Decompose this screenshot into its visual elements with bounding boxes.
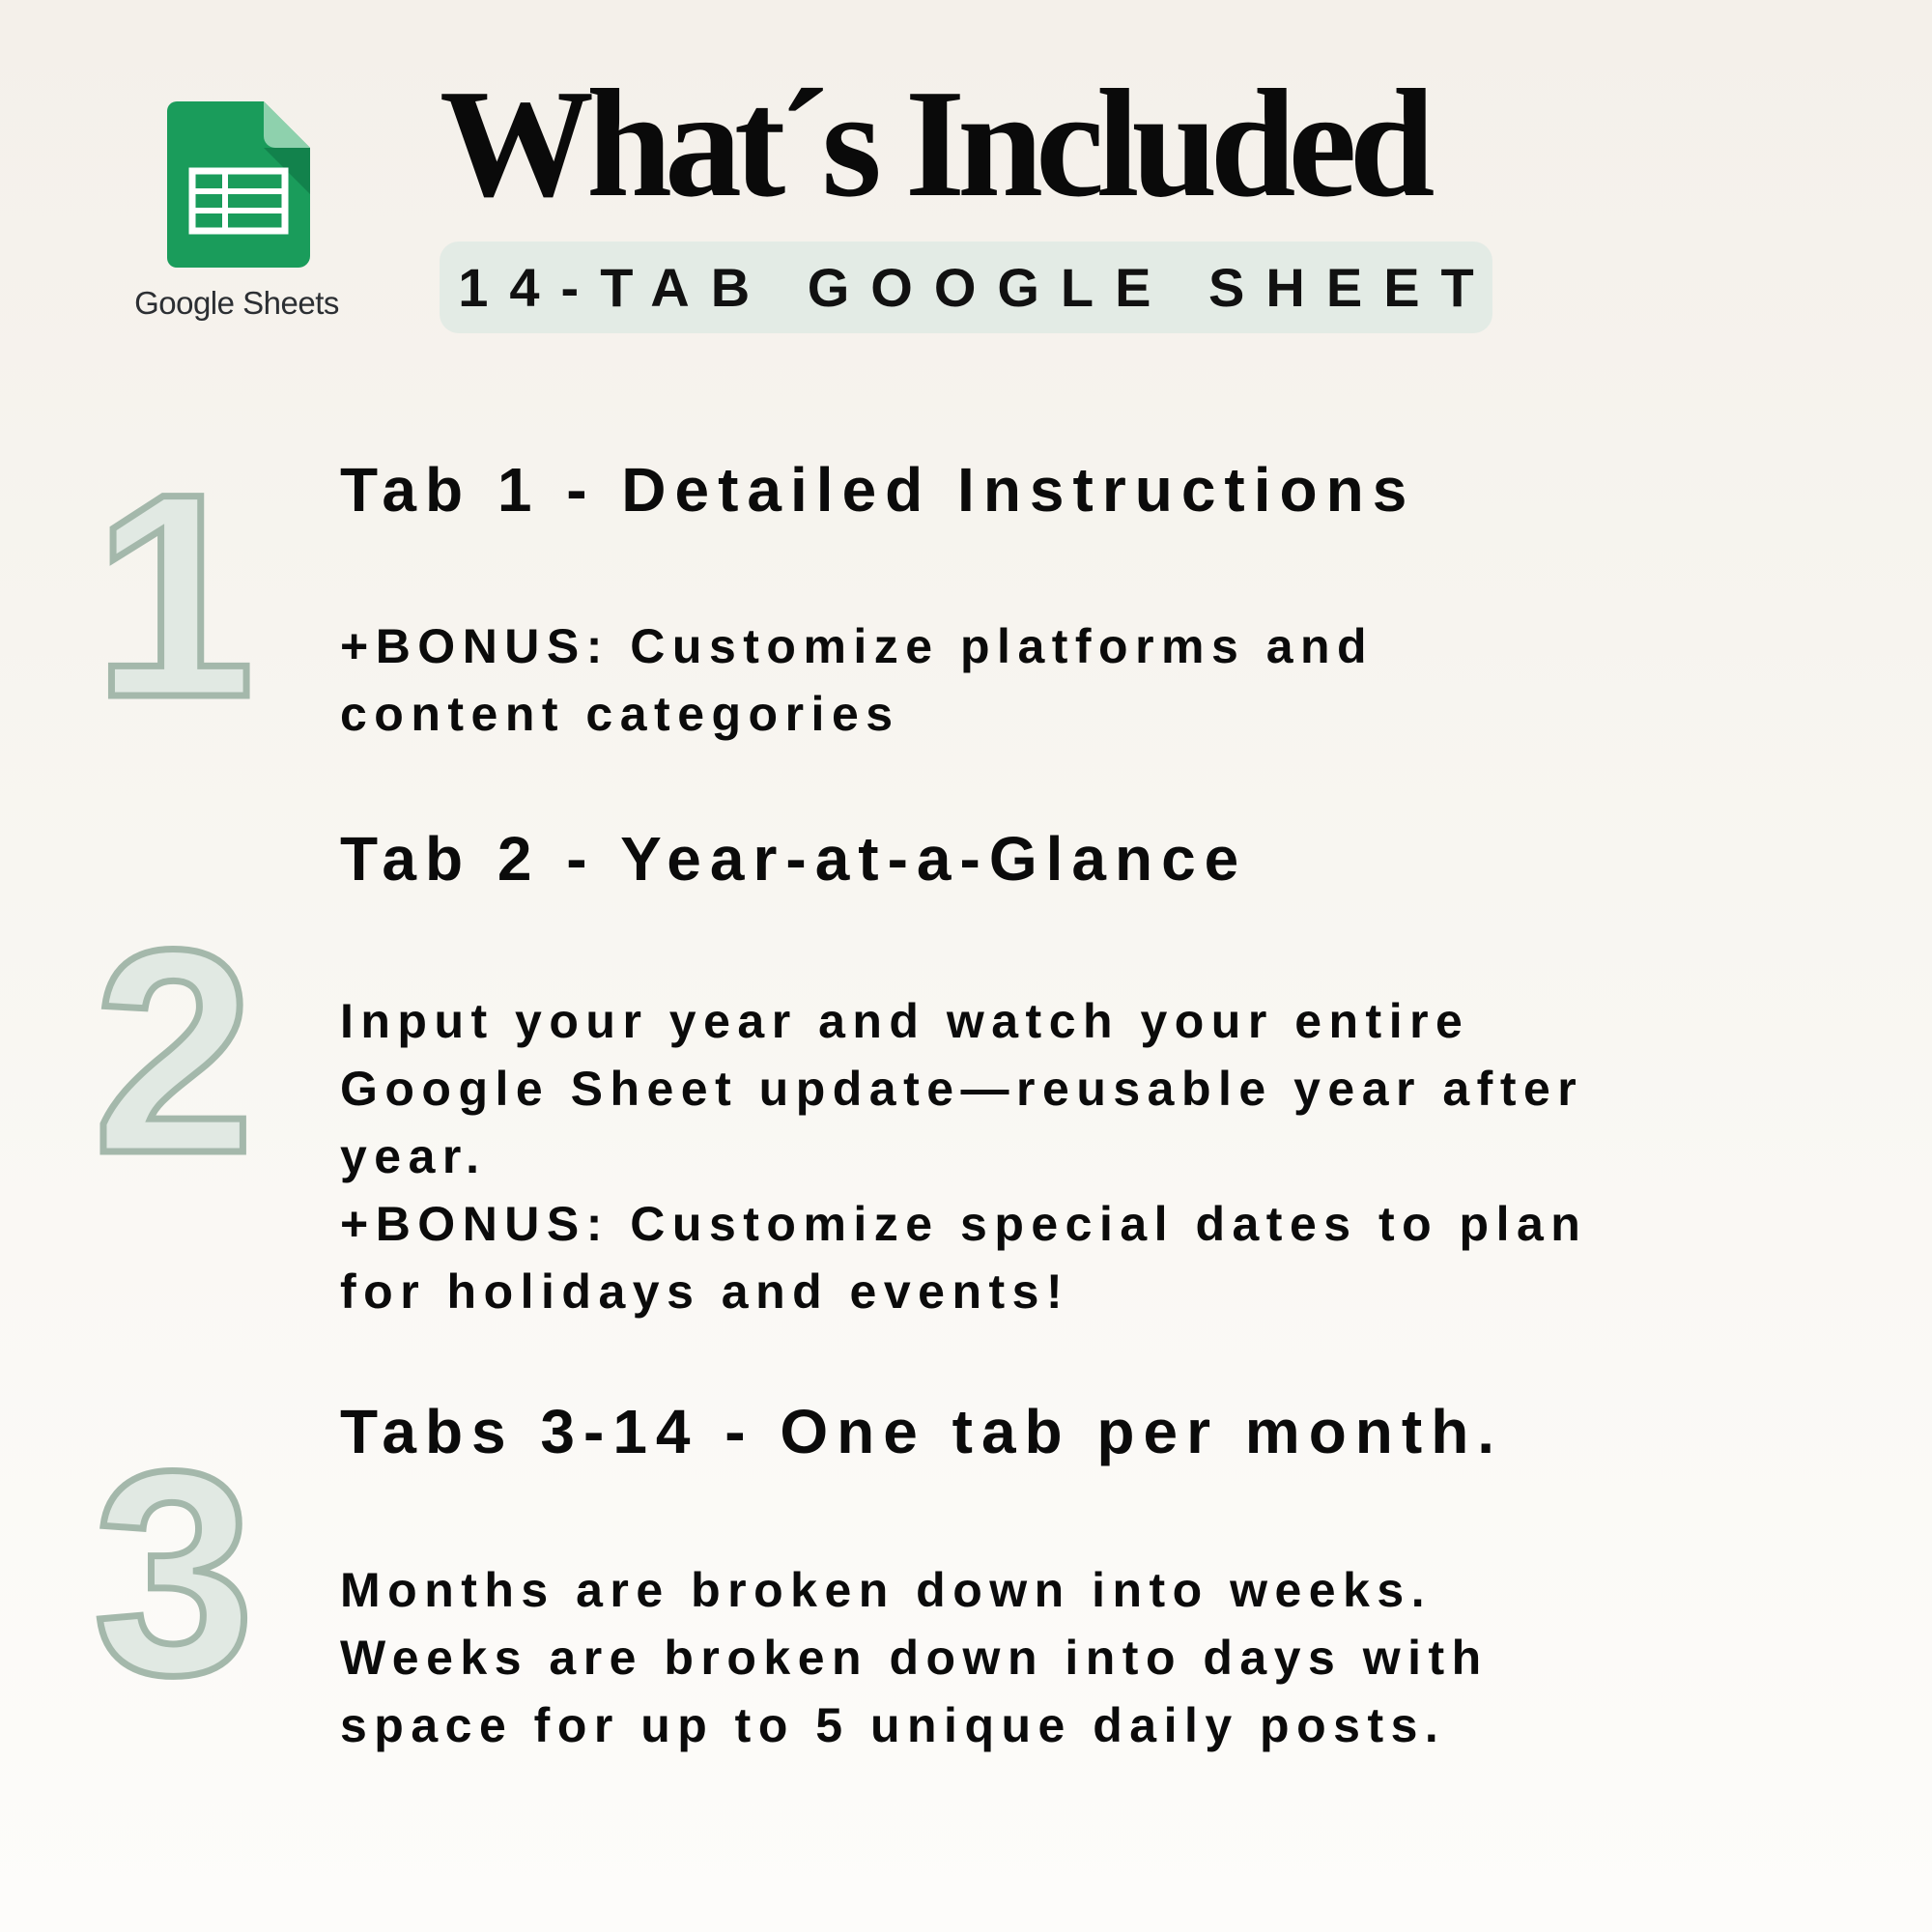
numeral-2-text: 2 <box>93 927 255 1179</box>
numeral-1 <box>68 471 280 723</box>
section-tabs-3-14 <box>340 1398 1905 1759</box>
body-line: Weeks are broken down into days with <box>340 1631 1489 1686</box>
body-line: year. <box>340 1129 487 1184</box>
google-sheets-logo <box>130 101 343 338</box>
numeral-1-text: 1 <box>93 471 255 723</box>
section-title: Tabs 3-14 - One tab per month. <box>340 1397 1504 1466</box>
logo-label: Google Sheets <box>134 285 339 321</box>
body-line: +BONUS: Customize special dates to plan <box>340 1197 1588 1252</box>
subtitle-text: 14-TAB GOOGLE SHEET <box>458 257 1495 318</box>
section-title: Tab 2 - Year-at-a-Glance <box>340 824 1248 894</box>
body-line: Google Sheet update—reusable year after <box>340 1062 1584 1117</box>
google-sheets-icon <box>167 101 310 268</box>
body-line: +BONUS: Customize platforms and <box>340 619 1375 674</box>
numeral-2 <box>68 927 280 1179</box>
section-title: Tab 1 - Detailed Instructions <box>340 455 1416 525</box>
body-line: space for up to 5 unique daily posts. <box>340 1698 1446 1753</box>
section-body <box>340 612 1905 748</box>
body-line: Input your year and watch your entire <box>340 994 1470 1049</box>
numeral-3 <box>68 1449 280 1700</box>
body-line: Months are broken down into weeks. <box>340 1563 1433 1618</box>
numeral-3-text: 3 <box>93 1449 255 1700</box>
section-body <box>340 987 1905 1325</box>
subtitle-pill <box>440 242 1495 333</box>
section-body <box>340 1556 1905 1759</box>
body-line: content categories <box>340 687 900 742</box>
section-tab-2 <box>340 825 1905 1325</box>
section-tab-1 <box>340 456 1905 748</box>
page-title: What´s Included <box>440 57 1428 229</box>
body-line: for holidays and events! <box>340 1264 1070 1320</box>
